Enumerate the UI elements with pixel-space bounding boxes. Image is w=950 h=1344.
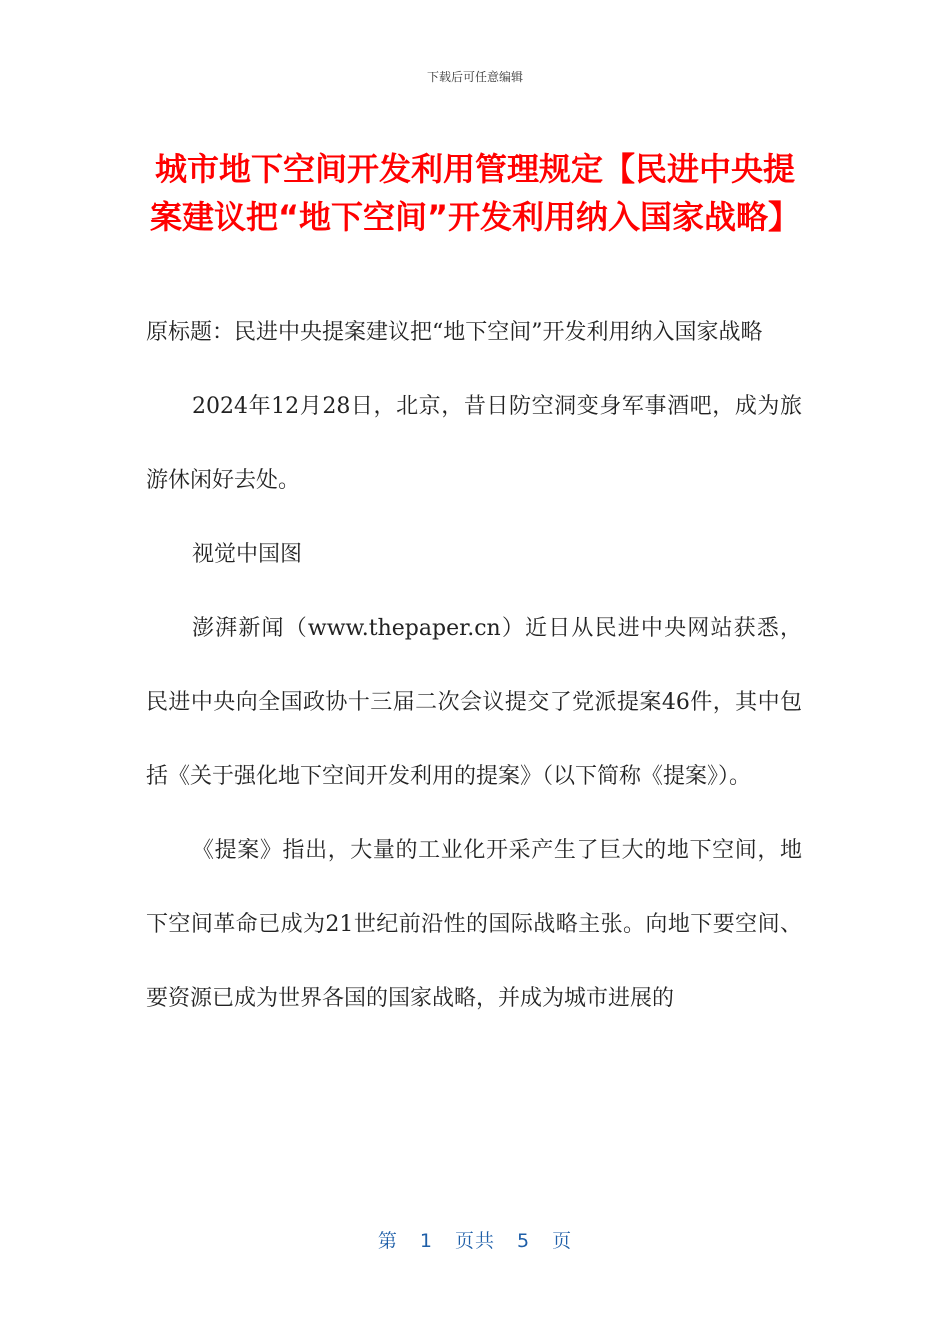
footer-page-prefix: 第 — [377, 1230, 398, 1252]
paragraph-news-intro: 澎湃新闻（www.thepaper.cn）近日从民进中央网站获悉，民进中央向全国政协十三届二次会议提交了党派提案46件，其中包括《关于强化地下空间开发利用的提案》（以下简称《提案》）。 — [146, 616, 802, 789]
paragraph-photo-caption: 2024年12月28日，北京，昔日防空洞变身军事酒吧，成为旅游休闲好去处。 — [146, 394, 802, 493]
footer-page-middle: 页共 — [454, 1230, 495, 1252]
document-title: 城市地下空间开发利用管理规定【民进中央提案建议把“地下空间”开发利用纳入国家战略】 — [149, 150, 801, 236]
footer-page-suffix: 页 — [552, 1230, 573, 1252]
footer-page-current: 1 — [419, 1230, 433, 1252]
footer-page-total: 5 — [517, 1230, 531, 1252]
paragraph-photo-credit: 视觉中国图 — [192, 542, 303, 567]
paragraph-proposal-summary: 《提案》指出，大量的工业化开采产生了巨大的地下空间，地下空间革命已成为21世纪前沿性的国际战略主张。向地下要空间、要资源已成为世界各国的国家战略，并成为城市进展的 — [146, 838, 802, 1011]
page-footer — [0, 1226, 950, 1253]
paragraph-original-title: 原标题：民进中央提案建议把“地下空间”开发利用纳入国家战略 — [146, 320, 763, 345]
document-body — [146, 296, 802, 1036]
header-note: 下载后可任意编辑 — [426, 70, 523, 84]
